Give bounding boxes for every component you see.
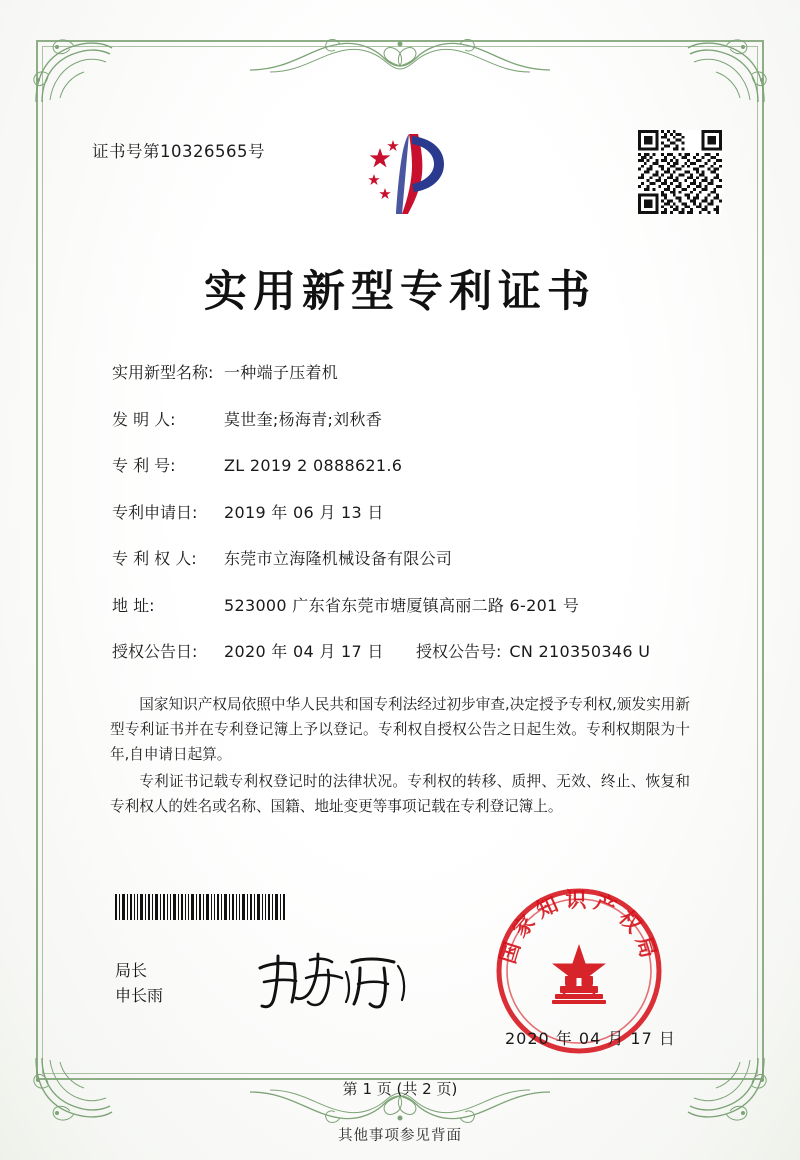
field-label-patent-number: 专 利 号: [112, 456, 176, 475]
top-flourish-ornament-icon [250, 30, 550, 76]
field-row [112, 500, 712, 523]
field-row-announcement [112, 639, 712, 662]
certificate-number: 证书号第10326565号 [92, 142, 265, 161]
director-name: 申长雨 [115, 986, 164, 1005]
legal-paragraph-2: 专利证书记载专利权登记时的法律状况。专利权的转移、质押、无效、终止、恢复和专利权人的姓名或名称、国籍、地址变更等事项记载在专利登记簿上。 [110, 773, 690, 815]
page-number: 第 1 页 (共 2 页) [342, 1080, 458, 1098]
legal-paragraph-1: 国家知识产权局依照中华人民共和国专利法经过初步审查,决定授予专利权,颁发实用新型专利证书并在专利登记簿上予以登记。专利权自授权公告之日起生效。专利权期限为十年,自申请日起算。 [110, 696, 690, 763]
field-value-patent-number: ZL 2019 2 0888621.6 [224, 456, 403, 475]
field-value-address: 523000 广东省东莞市塘厦镇高丽二路 6-201 号 [224, 595, 580, 615]
field-label-address: 地 址: [112, 595, 155, 615]
legal-text-block [110, 692, 690, 821]
field-label-announcement-date: 授权公告日: [112, 642, 198, 661]
svg-text:国家知识产权局: 国家知识产权局 [495, 888, 663, 967]
footer-note: 其他事项参见背面 [338, 1128, 462, 1144]
field-row [112, 453, 712, 476]
director-block [115, 958, 163, 1008]
barcode-icon [115, 894, 285, 920]
patent-office-logo-icon [352, 126, 462, 218]
field-row [112, 593, 712, 616]
fields-list [112, 360, 712, 686]
field-row [112, 546, 712, 569]
field-label-announcement-number: 授权公告号: [416, 642, 502, 661]
field-label-inventors: 发 明 人: [112, 409, 176, 429]
field-label-application-date: 专利申请日: [112, 502, 198, 522]
field-value-patentee: 东莞市立海隆机械设备有限公司 [224, 549, 453, 568]
director-title-label: 局长 [115, 961, 148, 980]
field-label-patentee: 专 利 权 人: [112, 549, 197, 568]
qr-code-icon [638, 130, 722, 214]
field-value-announcement-number: CN 210350346 U [509, 642, 651, 661]
field-value-utility-model-name: 一种端子压着机 [224, 363, 339, 382]
field-value-application-date: 2019 年 06 月 13 日 [224, 502, 384, 522]
corner-ornament-icon [30, 34, 116, 108]
field-label-utility-model-name: 实用新型名称: [112, 363, 214, 382]
handwritten-signature-icon [248, 948, 418, 1014]
field-row [112, 360, 712, 383]
field-row [112, 407, 712, 430]
seal-date: 2020 年 04 月 17 日 [505, 1029, 676, 1048]
corner-ornament-icon [684, 34, 770, 108]
page-title: 实用新型专利证书 [204, 267, 596, 317]
field-value-announcement-date: 2020 年 04 月 17 日 [224, 642, 384, 661]
field-value-inventors: 莫世奎;杨海青;刘秋香 [224, 409, 383, 429]
